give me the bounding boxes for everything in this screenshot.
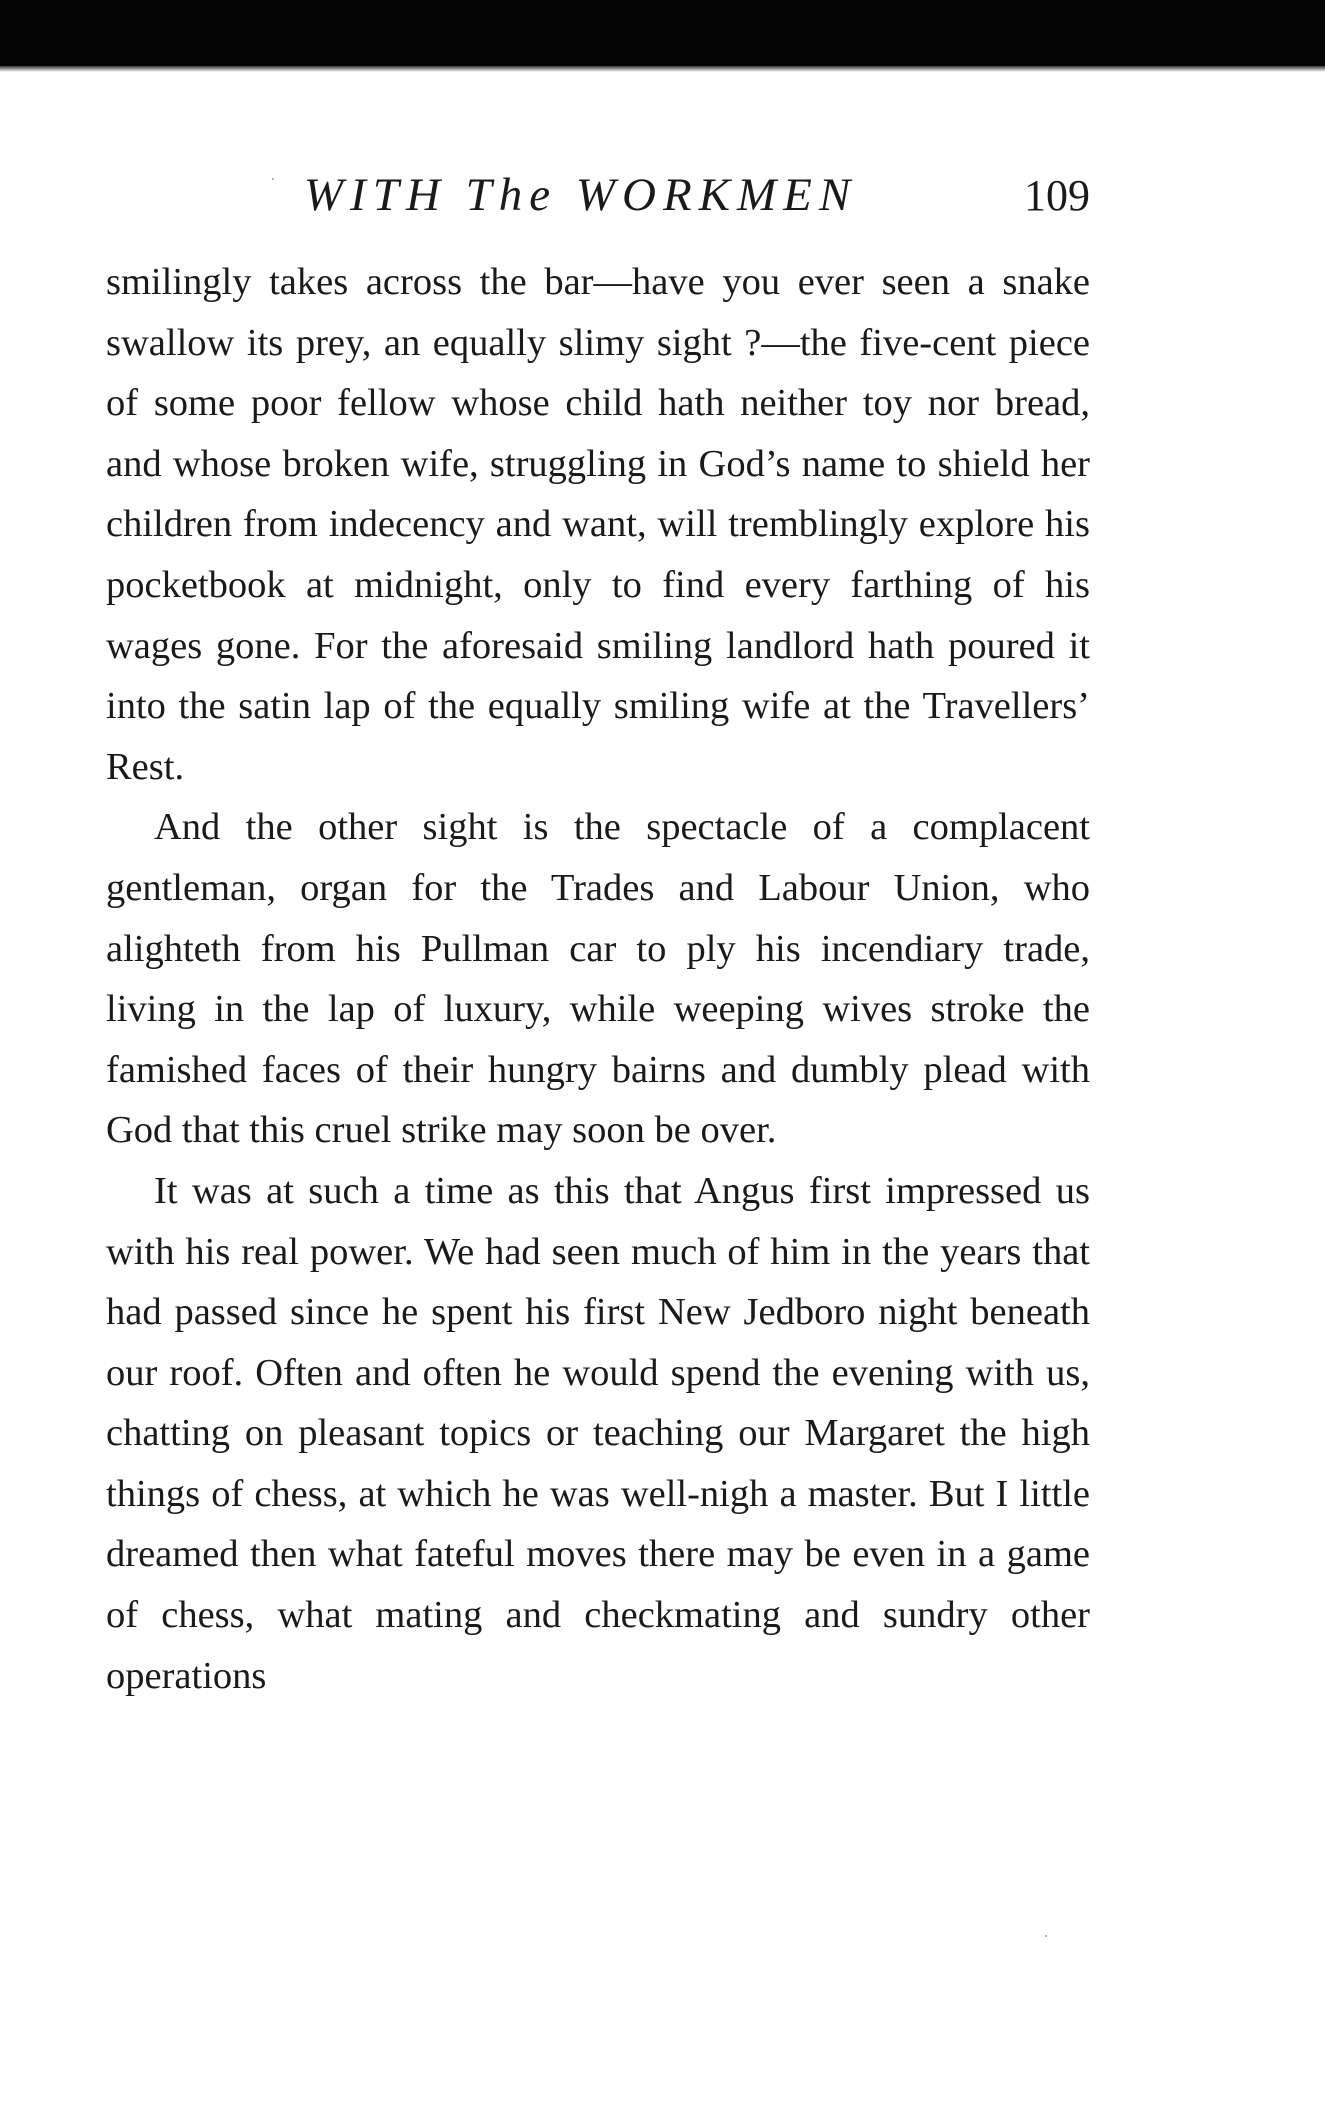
body-text	[106, 252, 1090, 1706]
paragraph-3: It was at such a time as this that Angus first impressed us with his real power. We had seen much of him in the years that had passed since he spent his first New Jedboro night beneath our roof. Often and often he would spend the evening with us, chatting on pleasant topics or teaching our Margaret the high things of chess, at which he was well-nigh a master. But I little dreamed then what fateful moves there may be even in a game of chess, what mating and checkmating and sundry other operations	[106, 1169, 1090, 1697]
scan-speck	[1045, 1935, 1047, 1937]
scan-top-border	[0, 0, 1325, 66]
running-title: WITH The WORKMEN	[304, 169, 858, 221]
scan-speck	[272, 178, 274, 180]
page-number: 109	[1024, 171, 1090, 220]
paragraph-2: And the other sight is the spectacle of a complacent gentleman, organ for the Trades and Labour Union, who alighteth from his Pullman car to ply his incendiary trade, living in the lap of luxury, while weeping wives stroke the famished faces of their hungry bairns and dumbly plead with God that this cruel strike may soon be over.	[106, 806, 1090, 1152]
paragraph-1: smilingly takes across the bar—have you ever seen a snake swallow its prey, an equally slimy sight ?—the five-cent piece of some poor fellow whose child hath neither toy nor bread, and whose broken wife, struggling in God’s name to shield her children from indecency and want, will tremblingly explore his pocketbook at midnight, only to find every farthing of his wages gone. For the aforesaid smiling landlord hath poured it into the satin lap of the equally smiling wife at the Travellers’ Rest.	[106, 261, 1090, 788]
scan-top-shadow	[0, 66, 1325, 72]
running-head	[106, 168, 1090, 228]
